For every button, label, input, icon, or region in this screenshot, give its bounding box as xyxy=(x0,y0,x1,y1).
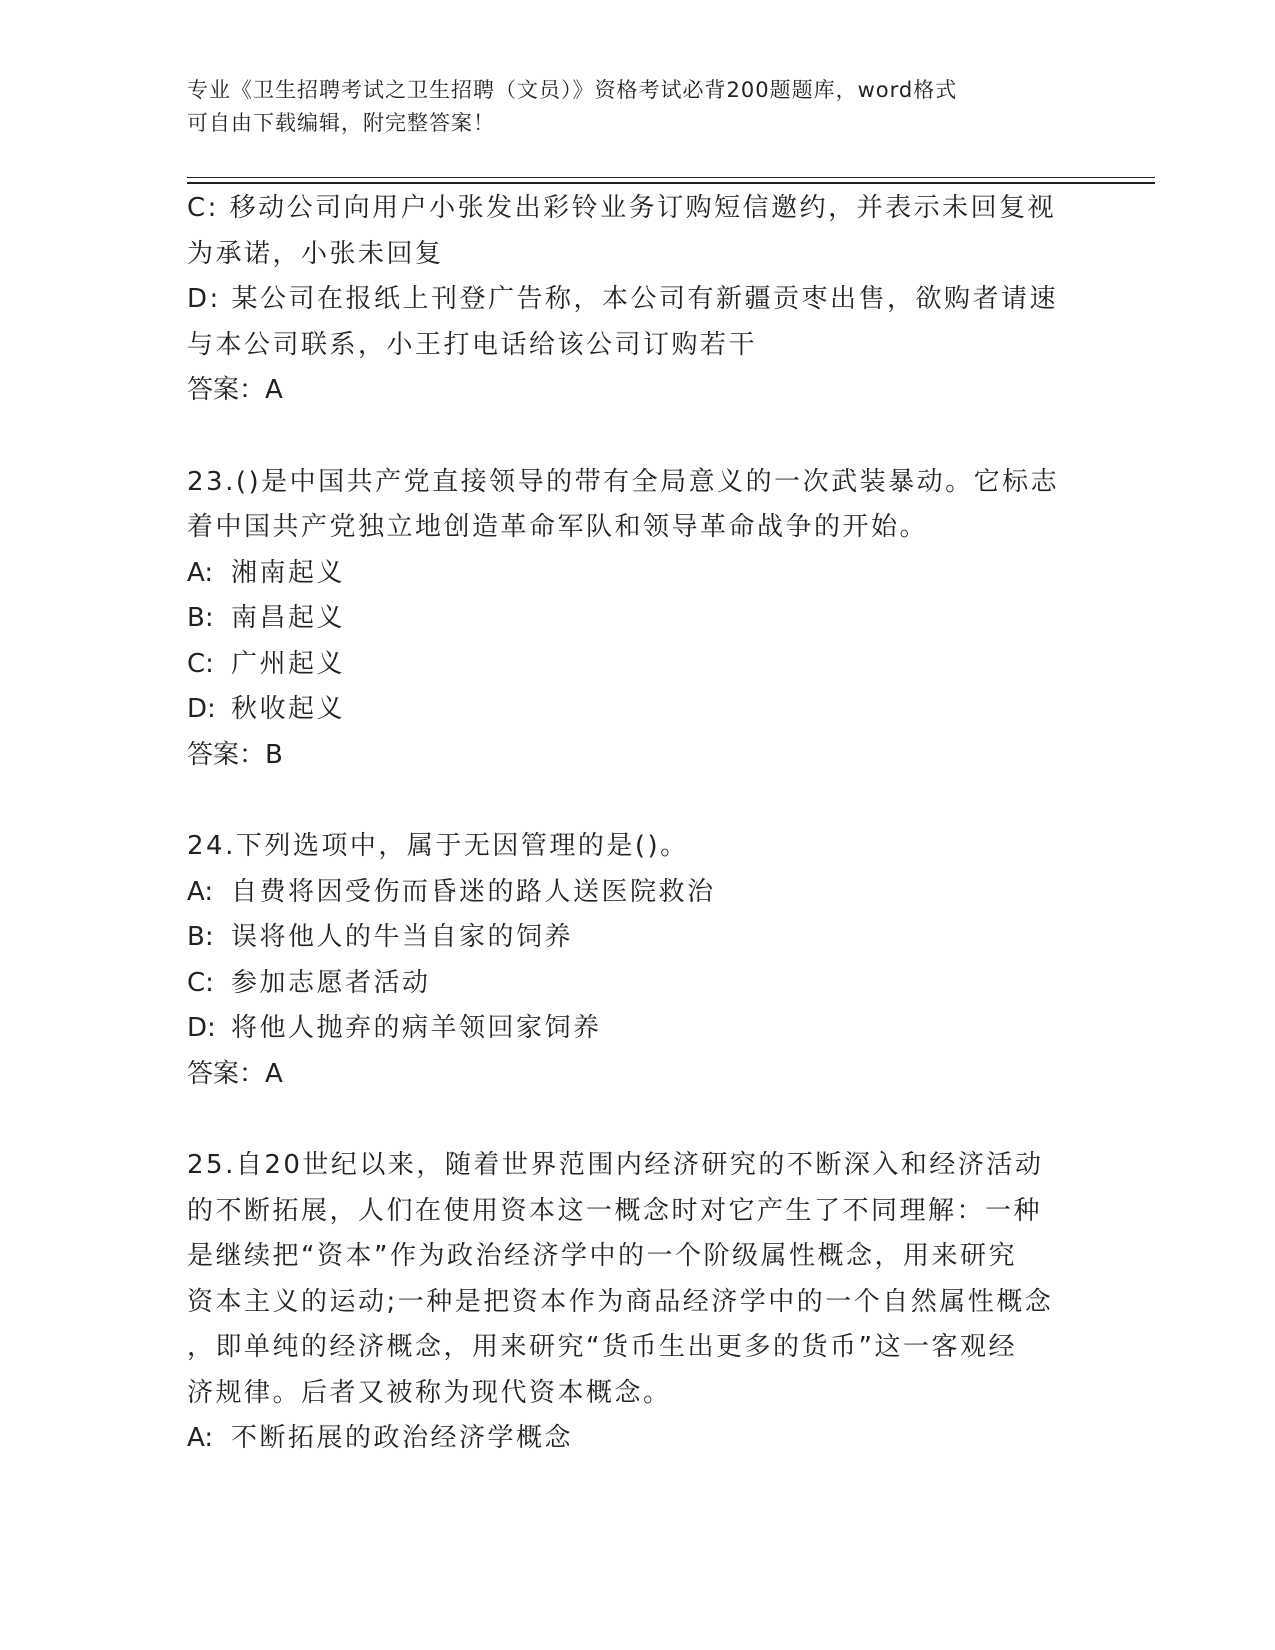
question-24-option-a xyxy=(187,870,1082,916)
question-25-text-1: 25.自20世纪以来，随着世界范围内经济研究的不断深入和经济活动 xyxy=(187,1150,1044,1180)
question-25-text-2: 的不断拓展，人们在使用资本这一概念时对它产生了不同理解：一种 xyxy=(187,1195,1043,1226)
question-25-text-3: 是继续把“资本”作为政治经济学中的一个阶级属性概念，用来研究 xyxy=(187,1241,1017,1271)
option-letter: A: xyxy=(187,557,214,588)
header-line-2: 可自由下载编辑，附完整答案！ xyxy=(187,111,495,135)
question-23-option-a xyxy=(187,551,1082,597)
question-24-block xyxy=(187,824,1082,1097)
question-24-option-d xyxy=(187,1006,1082,1052)
option-letter: B: xyxy=(187,922,214,952)
header-divider-thin xyxy=(187,177,1155,178)
question-23-option-d xyxy=(187,687,1082,733)
option-letter: A: xyxy=(187,1423,214,1453)
option-c-line-2: 为承诺，小张未回复 xyxy=(187,238,444,269)
document-body xyxy=(187,186,1082,1462)
option-text: 湘南起义 xyxy=(231,557,346,588)
option-text: 南昌起义 xyxy=(231,603,346,633)
option-text: 参加志愿者活动 xyxy=(231,967,431,998)
option-text: 自费将因受伤而昏迷的路人送医院救治 xyxy=(231,876,716,907)
option-text: 秋收起义 xyxy=(231,694,346,724)
option-d-line-2: 与本公司联系，小王打电话给该公司订购若干 xyxy=(187,329,758,360)
header-divider-thick xyxy=(187,182,1155,184)
question-25-text-5: ，即单纯的经济概念，用来研究“货币生出更多的货币”这一客观经 xyxy=(187,1332,1017,1362)
option-letter: A: xyxy=(187,876,214,907)
option-letter: D: xyxy=(187,694,216,724)
question-25-block xyxy=(187,1143,1082,1462)
spacer xyxy=(187,778,1082,824)
answer-23: 答案：B xyxy=(187,739,283,770)
answer-22: 答案：A xyxy=(187,375,283,405)
answer-24: 答案：A xyxy=(187,1058,283,1089)
spacer xyxy=(187,1097,1082,1143)
option-d-line-1: D: 某公司在报纸上刊登广告称，本公司有新疆贡枣出售，欲购者请速 xyxy=(187,284,1059,314)
question-22-block xyxy=(187,186,1082,414)
option-letter: C: xyxy=(187,967,214,998)
spacer xyxy=(187,414,1082,460)
question-25-option-a xyxy=(187,1416,1082,1462)
question-25-text-6: 济规律。后者又被称为现代资本概念。 xyxy=(187,1377,672,1408)
header-line-1: 专业《卫生招聘考试之卫生招聘（文员）》资格考试必背200题题库，word格式 xyxy=(187,78,958,102)
question-23-text-2: 着中国共产党独立地创造革命军队和领导革命战争的开始。 xyxy=(187,512,929,542)
question-23-option-b xyxy=(187,596,1082,642)
option-letter: D: xyxy=(187,1013,216,1043)
option-text: 将他人抛弃的病羊领回家饲养 xyxy=(231,1013,602,1043)
document-header xyxy=(187,74,1067,140)
question-24-text: 24.下列选项中，属于无因管理的是()。 xyxy=(187,831,689,861)
option-text: 广州起义 xyxy=(231,648,346,679)
question-25-text-4: 资本主义的运动;一种是把资本作为商品经济学中的一个自然属性概念 xyxy=(187,1286,1054,1317)
question-24-option-c xyxy=(187,961,1082,1007)
option-letter: C: xyxy=(187,648,214,679)
option-text: 误将他人的牛当自家的饲养 xyxy=(231,922,574,952)
question-23-option-c xyxy=(187,642,1082,688)
question-24-option-b xyxy=(187,915,1082,961)
option-text: 不断拓展的政治经济学概念 xyxy=(231,1423,574,1453)
option-c-line-1: C: 移动公司向用户小张发出彩铃业务订购短信邀约，并表示未回复视 xyxy=(187,193,1057,223)
question-23-text-1: 23.()是中国共产党直接领导的带有全局意义的一次武装暴动。它标志 xyxy=(187,466,1060,497)
option-letter: B: xyxy=(187,603,214,633)
question-23-block xyxy=(187,460,1082,779)
